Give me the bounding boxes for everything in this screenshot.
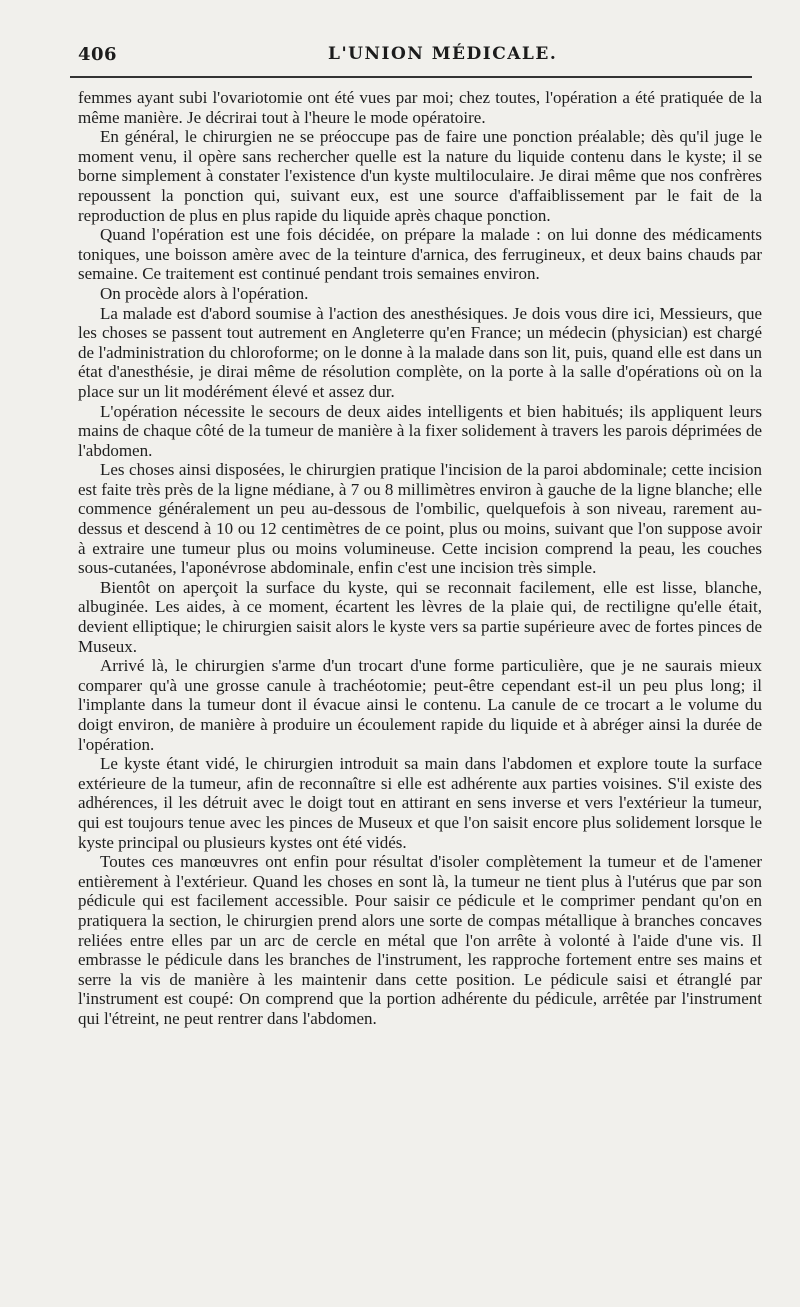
paragraph: Les choses ainsi disposées, le chirurgien pratique l'incision de la paroi abdominale; cette incision est faite très près de la ligne médiane, à 7 ou 8 millimètres environ à gauche de la ligne blanche; elle commence généralement un peu au-dessous de l'ombilic, quelquefois à son niveau, rarement au-dessus et descend à 10 ou 12 centimètres de ce point, plus ou moins, suivant que l'on suppose avoir à extraire une tumeur plus ou moins volumineuse. Cette incision comprend la peau, les couches sous-cutanées, l'aponévrose abdominale, enfin c'est une incision très simple. [78,460,762,578]
paragraph: L'opération nécessite le secours de deux aides intelligents et bien habitués; ils appliquent leurs mains de chaque côté de la tumeur de manière à la fixer solidement à travers les parois déprimées de l'abdomen. [78,401,762,460]
paragraph: En général, le chirurgien ne se préoccupe pas de faire une ponction préalable; dès qu'il juge le moment venu, il opère sans rechercher quelle est la nature du liquide contenu dans le kyste; il se borne simplement à constater l'existence d'un kyste multiloculaire. Je dirai même que nos confrères repoussent la ponction qui, suivant eux, est une source d'affaiblissement par le fait de la reproduction de plus en plus rapide du liquide après chaque ponction. [78,127,762,225]
paragraph: Bientôt on aperçoit la surface du kyste, qui se reconnait facilement, elle est lisse, blanche, albuginée. Les aides, à ce moment, écartent les lèvres de la plaie qui, de rectiligne qu'elle était, devient elliptique; le chirurgien saisit alors le kyste vers sa partie supérieure avec de fortes pinces de Museux. [78,577,762,656]
paragraph: Le kyste étant vidé, le chirurgien introduit sa main dans l'abdomen et explore toute la surface extérieure de la tumeur, afin de reconnaître si elle est adhérente aux parties voisines. S'il existe des adhérences, il les détruit avec le doigt tout en attirant en sens inverse et vers l'extérieur la tumeur, qui est toujours tenue avec les pinces de Museux et que l'on saisit encore plus solidement lorsque le kyste principal ou plusieurs kystes ont été vidés. [78,754,762,852]
body-text [78,88,762,1029]
paragraph: Toutes ces manœuvres ont enfin pour résultat d'isoler complètement la tumeur et de l'amener entièrement à l'extérieur. Quand les choses en sont là, la tumeur ne tient plus à l'utérus que par son pédicule qui est facilement accessible. Pour saisir ce pédicule et le comprimer pendant qu'on en pratiquera la section, le chirurgien prend alors une sorte de compas métallique à branches concaves reliées entre elles par un arc de cercle en métal que l'on arrête à volonté à l'aide d'une vis. Il embrasse le pédicule dans les branches de l'instrument, les rapproche fortement entre ses mains et serre la vis de manière à les maintenir dans cette position. Le pédicule saisi et étranglé par l'instrument est coupé: On comprend que la portion adhérente du pédicule, arrêtée par l'instrument qui l'étreint, ne peut rentrer dans l'abdomen. [78,852,762,1028]
page-number: 406 [78,44,118,65]
paragraph: Arrivé là, le chirurgien s'arme d'un trocart d'une forme particulière, que je ne saurais mieux comparer qu'à une grosse canule à trachéotomie; peut-être cependant est-il un peu plus long; il l'implante dans la tumeur dont il évacue ainsi le contenu. La canule de ce trocart a le volume du doigt environ, de manière à produire un écoulement rapide du liquide et à abréger ainsi la durée de l'opération. [78,656,762,754]
header-rule [70,76,752,78]
paragraph: Quand l'opération est une fois décidée, on prépare la malade : on lui donne des médicaments toniques, une boisson amère avec de la teinture d'arnica, des ferrugineux, et deux bains chauds par semaine. Ce traitement est continué pendant trois semaines environ. [78,225,762,284]
paragraph: La malade est d'abord soumise à l'action des anesthésiques. Je dois vous dire ici, Messieurs, que les choses se passent tout autrement en Angleterre qu'en France; un médecin (physician) est chargé de l'administration du chloroforme; on le donne à la malade dans son lit, puis, quand elle est dans un état d'anesthésie, je dirai même de résolution complète, on la porte à la salle d'opérations où on la place sur un lit modérément élevé et assez dur. [78,303,762,401]
paragraph: On procède alors à l'opération. [100,283,309,303]
paragraph: femmes ayant subi l'ovariotomie ont été vues par moi; chez toutes, l'opération a été pratiquée de la même manière. Je décrirai tout à l'heure le mode opératoire. [78,88,762,127]
page-header [78,44,758,70]
running-title: L'UNION MÉDICALE. [328,44,558,64]
